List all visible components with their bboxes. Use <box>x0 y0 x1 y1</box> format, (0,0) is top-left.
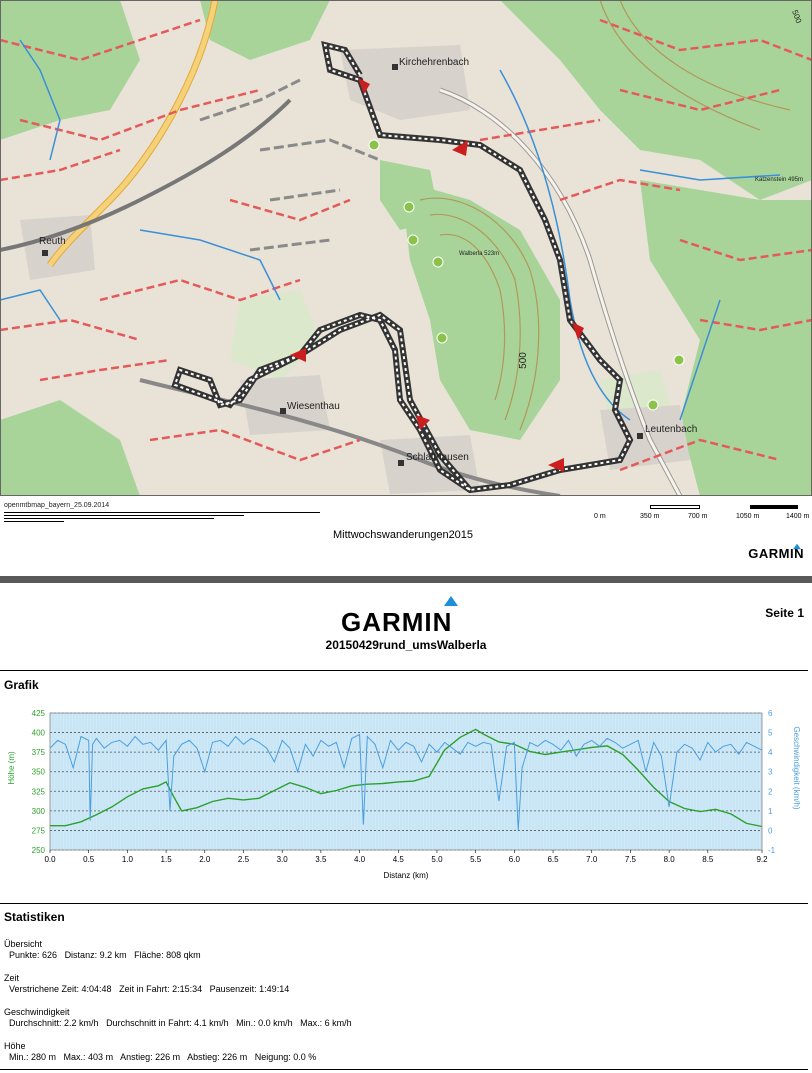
x-tick-label: 2.5 <box>237 855 250 864</box>
report-title: 20150429rund_umsWalberla <box>325 638 487 652</box>
y-axis-right-label: Geschwindigkeit (km/h) <box>792 726 801 810</box>
x-tick-label: 9.2 <box>756 855 768 864</box>
y-left-tick-label: 325 <box>31 787 45 797</box>
stat-elapsed-time: Verstrichene Zeit: 4:04:48 <box>9 984 112 994</box>
town-marker-schlaifhausen <box>398 460 404 466</box>
x-axis-label: Distanz (km) <box>383 871 429 880</box>
stat-head-time: Zeit <box>4 973 20 983</box>
stat-head-overview: Übersicht <box>4 939 43 949</box>
page-number: Seite 1 <box>765 606 804 620</box>
x-tick-label: 6.0 <box>508 855 520 864</box>
y-axis-left-label: Höhe (m) <box>7 751 16 785</box>
map-title: Mittwochswanderungen2015 <box>333 529 474 541</box>
x-tick-label: 1.5 <box>160 855 172 864</box>
x-tick-label: 3.5 <box>315 855 327 864</box>
divider-bottom <box>0 1069 808 1070</box>
x-tick-label: 2.0 <box>199 855 211 864</box>
x-tick-label: 7.0 <box>586 855 598 864</box>
map-legend-lines <box>4 512 320 524</box>
town-label-wiesenthau: Wiesenthau <box>287 401 340 412</box>
chart-svg <box>0 705 812 895</box>
stat-group-height <box>4 1041 321 1062</box>
scale-label-1050: 1050 m <box>736 513 760 520</box>
stat-group-overview <box>4 939 206 960</box>
section-separator <box>0 576 812 583</box>
y-left-tick-label: 425 <box>31 709 45 718</box>
stat-min-height: Min.: 280 m <box>9 1052 57 1062</box>
x-tick-label: 1.0 <box>121 855 133 864</box>
y-right-tick-label: 4 <box>768 748 773 758</box>
town-label-schlaifhausen: Schlaifhausen <box>406 452 469 463</box>
x-tick-label: 8.0 <box>663 855 675 864</box>
x-tick-label: 0.5 <box>83 855 95 864</box>
settlements <box>20 45 690 494</box>
stat-points: Punkte: 626 <box>9 950 58 960</box>
scale-label-700: 700 m <box>688 513 708 520</box>
divider-statistik <box>0 903 808 904</box>
stat-ascent: Anstieg: 226 m <box>120 1052 181 1062</box>
stat-avg-moving-speed: Durchschnitt in Fahrt: 4.1 km/h <box>106 1018 229 1028</box>
stat-max-speed: Max.: 6 km/h <box>300 1018 352 1028</box>
town-marker-kirchehrenbach <box>392 64 398 70</box>
stat-min-speed: Min.: 0.0 km/h <box>236 1018 293 1028</box>
x-tick-label: 7.5 <box>624 855 636 864</box>
garmin-logo: GARMIN <box>341 607 453 637</box>
stat-head-height: Höhe <box>4 1041 26 1051</box>
garmin-logo-small: GARMIN <box>748 546 804 561</box>
x-tick-label: 5.0 <box>431 855 443 864</box>
stat-group-speed <box>4 1007 357 1028</box>
y-left-tick-label: 375 <box>31 748 45 758</box>
y-right-tick-label: 6 <box>768 709 773 718</box>
y-right-tick-label: 0 <box>768 826 773 836</box>
stat-grade: Neigung: 0.0 % <box>254 1052 317 1062</box>
town-label-leutenbach: Leutenbach <box>645 424 698 435</box>
x-tick-label: 6.5 <box>547 855 559 864</box>
town-label-kirchehrenbach: Kirchehrenbach <box>399 57 470 68</box>
section-title-grafik: Grafik <box>4 678 39 692</box>
stat-avg-speed: Durchschnitt: 2.2 km/h <box>9 1018 99 1028</box>
y-right-tick-label: 5 <box>768 728 773 738</box>
tracks <box>200 80 380 250</box>
y-right-tick-label: 3 <box>768 767 773 777</box>
y-left-tick-label: 250 <box>31 846 45 855</box>
map-footer <box>0 496 812 576</box>
stat-head-speed: Geschwindigkeit <box>4 1007 70 1017</box>
y-left-tick-label: 300 <box>31 806 45 816</box>
map-source-label: openmtbmap_bayern_25.09.2014 <box>4 502 110 509</box>
stat-group-time <box>4 973 294 994</box>
scale-label-350: 350 m <box>640 513 660 520</box>
y-right-tick-label: 1 <box>768 806 773 816</box>
stat-pause-time: Pausenzeit: 1:49:14 <box>209 984 290 994</box>
elevation-speed-chart <box>0 705 812 895</box>
stat-max-height: Max.: 403 m <box>63 1052 114 1062</box>
divider-grafik <box>0 670 808 671</box>
y-right-tick-label: 2 <box>768 787 773 797</box>
scale-label-0: 0 m <box>594 513 606 520</box>
town-marker-reuth <box>42 250 48 256</box>
scale-label-1400: 1400 m <box>786 513 810 520</box>
x-tick-label: 4.5 <box>392 855 404 864</box>
x-tick-label: 8.5 <box>702 855 714 864</box>
x-tick-label: 5.5 <box>470 855 482 864</box>
y-left-tick-label: 275 <box>31 826 45 836</box>
map-canvas <box>0 0 812 496</box>
x-tick-label: 0.0 <box>44 855 56 864</box>
contour-label-500-b: 500 <box>790 8 804 25</box>
stat-descent: Abstieg: 226 m <box>187 1052 248 1062</box>
y-left-tick-label: 400 <box>31 728 45 738</box>
town-label-reuth: Reuth <box>39 236 66 247</box>
peak-label-katzenstein: Katzenstein 495m <box>755 177 804 183</box>
stat-distance: Distanz: 9.2 km <box>64 950 127 960</box>
stat-area: Fläche: 808 qkm <box>134 950 201 960</box>
topographic-map[interactable] <box>0 0 812 496</box>
contour-label-500-a: 500 <box>517 352 529 369</box>
town-marker-wiesenthau <box>280 408 286 414</box>
garmin-triangle-icon <box>444 596 458 606</box>
peak-label-walberla: Walberla 523m <box>459 251 500 257</box>
section-title-statistik: Statistiken <box>4 910 65 924</box>
y-left-tick-label: 350 <box>31 767 45 777</box>
x-tick-label: 4.0 <box>354 855 366 864</box>
x-tick-label: 3.0 <box>276 855 288 864</box>
town-marker-leutenbach <box>637 433 643 439</box>
stat-moving-time: Zeit in Fahrt: 2:15:34 <box>119 984 203 994</box>
y-right-tick-label: -1 <box>768 846 776 855</box>
